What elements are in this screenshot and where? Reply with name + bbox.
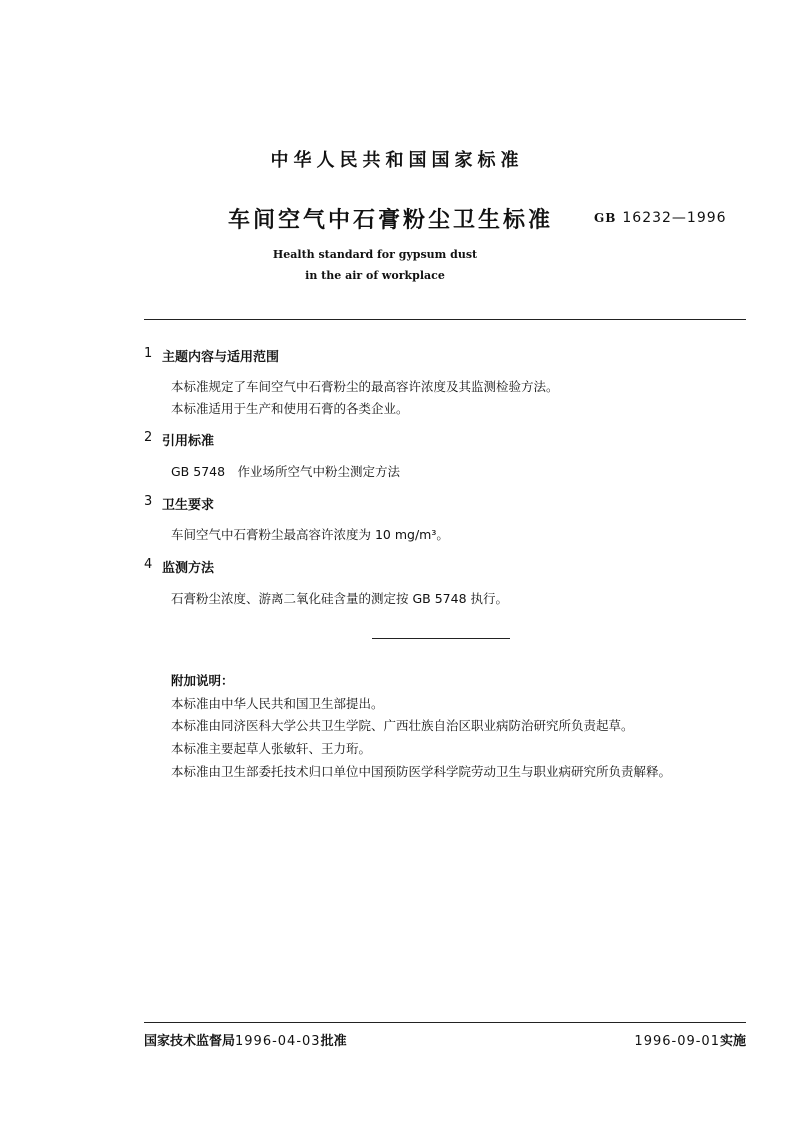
- appendix-line-4: 本标准由卫生部委托技术归口单位中国预防医学科学院劳动卫生与职业病研究所负责解释。: [171, 764, 672, 779]
- effective-date: 1996-09-01: [634, 1034, 720, 1049]
- footer-rule: [144, 1022, 746, 1023]
- section-4-number: 4: [144, 557, 153, 572]
- section-1-paragraph-1: 本标准规定了车间空气中石膏粉尘的最高容许浓度及其监测检验方法。: [171, 379, 559, 394]
- body-end-rule: [372, 638, 510, 639]
- section-2-paragraph-1: GB 5748 作业场所空气中粉尘测定方法: [171, 464, 401, 479]
- standard-code: 16232—1996: [622, 210, 727, 226]
- standard-number: [594, 210, 727, 226]
- section-4-paragraph-1: 石膏粉尘浓度、游离二氧化硅含量的测定按 GB 5748 执行。: [171, 591, 508, 606]
- document-title: 车间空气中石膏粉尘卫生标准: [228, 208, 554, 233]
- appendix-line-3: 本标准主要起草人张敏轩、王力珩。: [171, 741, 372, 756]
- approval-org: 国家技术监督局: [144, 1034, 236, 1049]
- appendix-line-2: 本标准由同济医科大学公共卫生学院、广西壮族自治区职业病防治研究所负责起草。: [171, 718, 634, 733]
- header-rule: [144, 319, 746, 320]
- standard-prefix: GB: [594, 211, 617, 225]
- effective-info: [634, 1030, 746, 1049]
- approval-info: [144, 1030, 347, 1049]
- section-3-title: 卫生要求: [162, 498, 215, 513]
- english-title-line1: Health standard for gypsum dust: [272, 248, 478, 261]
- section-4-title: 监测方法: [162, 561, 215, 576]
- english-title-line2: in the air of workplace: [305, 269, 445, 282]
- standard-category: 中华人民共和国国家标准: [270, 150, 524, 171]
- section-3-number: 3: [144, 494, 153, 509]
- section-2-number: 2: [144, 430, 153, 445]
- section-1-paragraph-2: 本标准适用于生产和使用石膏的各类企业。: [171, 401, 409, 416]
- section-1-number: 1: [144, 346, 153, 361]
- appendix-title: 附加说明：: [171, 673, 234, 688]
- approval-date: 1996-04-03: [235, 1034, 321, 1049]
- appendix-line-1: 本标准由中华人民共和国卫生部提出。: [171, 696, 384, 711]
- section-3-paragraph-1: 车间空气中石膏粉尘最高容许浓度为 10 mg/m³。: [171, 527, 449, 542]
- section-2-title: 引用标准: [162, 434, 215, 449]
- effective-label: 实施: [719, 1034, 746, 1049]
- approval-label: 批准: [320, 1034, 347, 1049]
- section-1-title: 主题内容与适用范围: [162, 350, 280, 365]
